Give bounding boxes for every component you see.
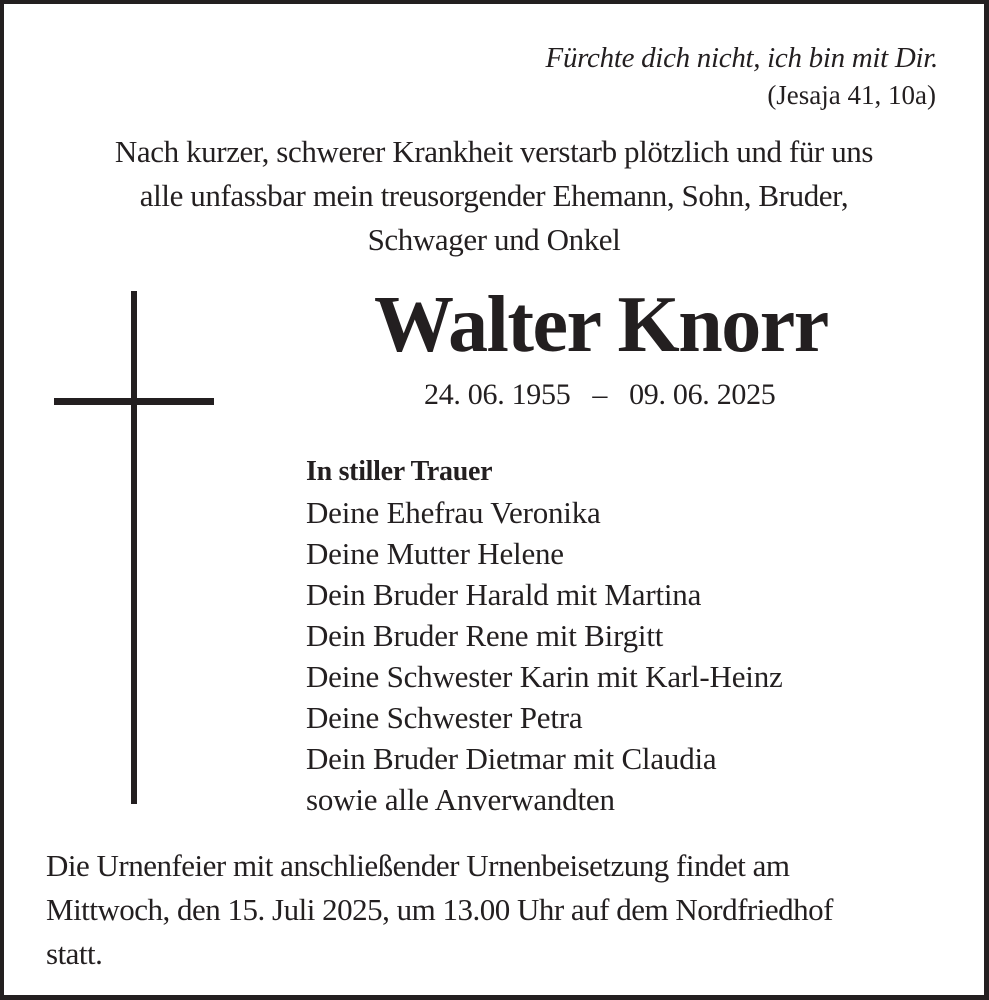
cross-horizontal-bar	[54, 398, 214, 405]
birth-date: 24. 06. 1955	[424, 378, 571, 411]
cross-vertical-bar	[131, 291, 137, 804]
mourner-line: Deine Schwester Petra	[306, 700, 583, 735]
mourners-block	[306, 452, 783, 820]
announcement-intro	[4, 130, 984, 262]
mourner-line: Dein Bruder Dietmar mit Claudia	[306, 741, 717, 776]
date-separator: –	[592, 378, 608, 411]
ceremony-details	[46, 844, 833, 976]
life-dates	[424, 378, 776, 412]
ceremony-line: Die Urnenfeier mit anschließender Urnenbeisetzung findet am	[46, 848, 790, 883]
deceased-name: Walter Knorr	[374, 281, 828, 369]
ceremony-line: Mittwoch, den 15. Juli 2025, um 13.00 Uhr auf dem Nordfriedhof	[46, 892, 833, 927]
mourners-heading: In stiller Trauer	[306, 456, 493, 487]
intro-line: Nach kurzer, schwerer Krankheit verstarb plötzlich und für uns	[114, 134, 874, 169]
bible-verse-reference: (Jesaja 41, 10a)	[767, 80, 936, 110]
bible-verse: Fürchte dich nicht, ich bin mit Dir.	[545, 42, 938, 74]
mourner-line: Deine Ehefrau Veronika	[306, 495, 601, 530]
mourner-line: Dein Bruder Harald mit Martina	[306, 577, 702, 612]
mourner-line: Deine Mutter Helene	[306, 536, 564, 571]
ceremony-line: statt.	[46, 936, 103, 971]
mourner-line: Deine Schwester Karin mit Karl-Heinz	[306, 659, 783, 694]
mourner-line: sowie alle Anverwandten	[306, 782, 615, 817]
mourner-line: Dein Bruder Rene mit Birgitt	[306, 618, 664, 653]
death-date: 09. 06. 2025	[629, 378, 776, 411]
intro-line: alle unfassbar mein treusorgender Ehemann, Sohn, Bruder,	[139, 178, 849, 213]
intro-line: Schwager und Onkel	[367, 222, 621, 257]
